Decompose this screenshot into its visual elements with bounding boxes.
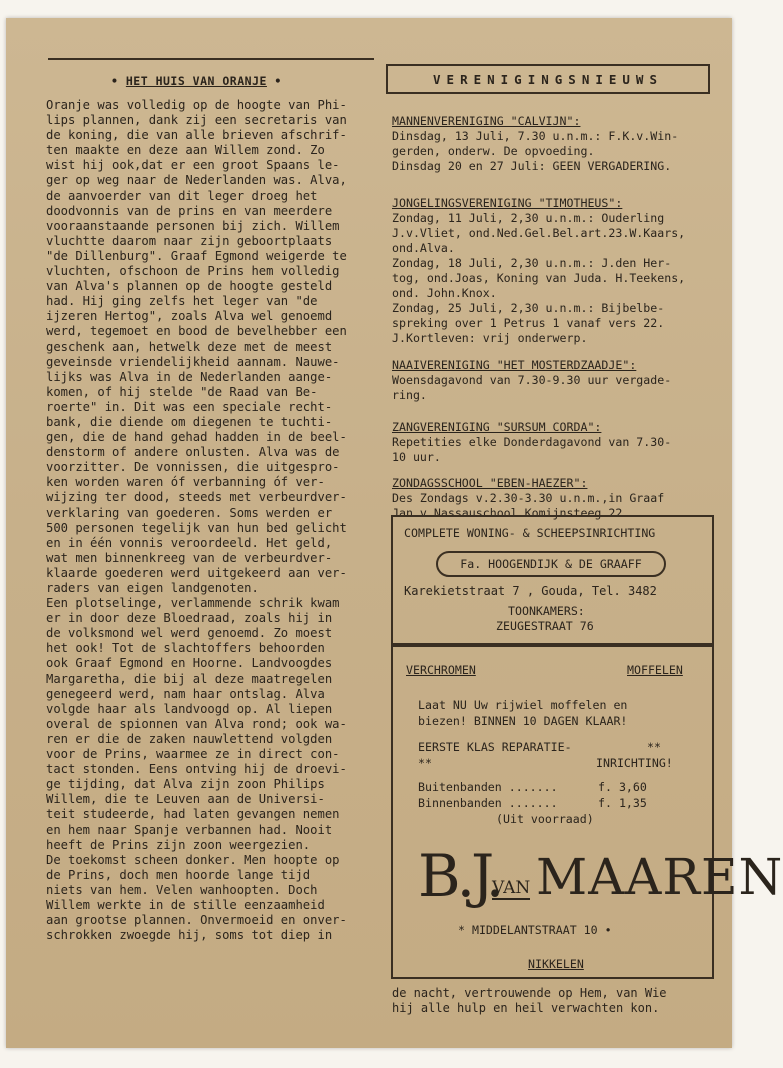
article-line: werd, tegemoet en bood de bevelhebber een	[46, 324, 347, 339]
article-line: en in één vonnis veroordeeld. Het geld,	[46, 535, 333, 550]
article-line: Een plotselinge, verlammende schrik kwam	[46, 596, 340, 611]
article-line: verklaring van goederen. Soms werden er	[46, 505, 333, 520]
news-section-line: J.Kortleven: vrij onderwerp.	[392, 331, 588, 345]
ad2-tyre-price-1: f. 3,60	[598, 780, 647, 794]
article-title-mark-right: •	[274, 74, 282, 88]
article-line: vluchtte daarom naar zijn geboortplaats	[46, 233, 333, 248]
news-section-line: Dinsdag, 13 Juli, 7.30 u.n.m.: F.K.v.Win-	[392, 129, 679, 143]
article-line: geschenk aan, hetwelk deze met de meest	[46, 339, 333, 354]
news-section-line: tog, ond.Joas, Koning van Juda. H.Teekens,	[392, 271, 686, 285]
news-section	[392, 196, 685, 346]
news-section-line: J.v.Vliet, ond.Ned.Gel.Bel.art.23.W.Kaars,	[392, 226, 686, 240]
ad2-repair-1: EERSTE KLAS REPARATIE-	[418, 740, 572, 754]
article-line: Willem, die te Leuven aan de Universi-	[46, 792, 325, 807]
news-section-title: MANNENVERENIGING "CALVIJN":	[392, 114, 581, 128]
article-line: tact stonden. Eens ontving hij de droevi-	[46, 762, 347, 777]
ad2-street-star-right: •	[597, 923, 612, 937]
ad1-showroom: TOONKAMERS:	[508, 604, 585, 618]
article-line: ten maakte en deze aan Willem zond. Zo	[46, 143, 325, 158]
article-line: overal de spionnen van Alva rond; ook wa-	[46, 716, 347, 731]
article-line: er in door deze Bloedraad, zoals hij in	[46, 611, 333, 626]
article-line: niets van hem. Velen wanhoopten. Doch	[46, 882, 318, 897]
news-section-line: 10 uur.	[392, 450, 441, 464]
article-title-text: HET HUIS VAN ORANJE	[125, 74, 267, 88]
article-line: aan grootse plannen. Onvermoeid en onver-	[46, 913, 347, 928]
news-section	[392, 114, 678, 174]
ad1-address: Karekietstraat 7 , Gouda, Tel. 3482	[404, 584, 657, 598]
news-section-title: ZONDAGSSCHOOL "EBEN-HAEZER":	[392, 476, 588, 490]
ad2-street	[458, 923, 612, 938]
news-section-line: Zondag, 18 Juli, 2,30 u.n.m.: J.den Her-	[392, 256, 672, 270]
ad1-firm-oval	[436, 551, 666, 577]
ad2-street-star-left: *	[458, 923, 472, 937]
article-line: volgde haar als landvoogd op. Al liepen	[46, 701, 333, 716]
news-header-title: VERENIGINGSNIEUWS	[433, 71, 663, 87]
article-line: lijks was Alva in de Nederlanden aange-	[46, 369, 333, 384]
article-line: bank, die diende om diegenen te tuchti-	[46, 414, 333, 429]
continuation-line-1: de nacht, vertrouwende op Hem, van Wie	[392, 986, 667, 1000]
article-body	[46, 98, 374, 943]
continuation-text	[392, 986, 667, 1016]
article-line: van Alva's plannen op de hoogte gesteld	[46, 279, 333, 294]
news-section-line: gerden, onderw. De opvoeding.	[392, 144, 595, 158]
article-line: denstorm of andere onlusten. Alva was de	[46, 445, 340, 460]
article-line: ken worden waren óf verbanning óf ver-	[46, 475, 325, 490]
news-section-line: Des Zondags v.2.30-3.30 u.n.m.,in Graaf	[392, 491, 665, 505]
article-line: heeft de Prins zijn zoon weergezien.	[46, 837, 311, 852]
news-section-line: ring.	[392, 388, 427, 402]
left-top-rule	[48, 58, 374, 60]
article-line: ijzeren Hertog", zoals Alva wel genoemd	[46, 309, 333, 324]
ad2-tyre-label-1: Buitenbanden .......	[418, 780, 558, 794]
article-line: raders van eigen landgenoten.	[46, 581, 259, 595]
article-line: wist hij ook,dat er een groot Spaans le-	[46, 158, 340, 173]
ad2-repair-mark-2: **	[418, 756, 432, 770]
article-line: had. Hij ging zelfs het leger van "de	[46, 294, 318, 309]
ad1-headline: COMPLETE WONING- & SCHEEPSINRICHTING	[404, 526, 656, 540]
newsletter-page	[6, 18, 783, 1048]
article-line: ge tijding, dat Alva zijn zoon Philips	[46, 777, 325, 792]
article-line: Oranje was volledig op de hoogte van Phi-	[46, 98, 347, 112]
ad2-repair-mark-1: **	[647, 740, 661, 754]
news-section-title: JONGELINGSVERENIGING "TIMOTHEUS":	[392, 196, 623, 210]
news-section-line: ond. John.Knox.	[392, 286, 497, 300]
article-line: ger op weg naar de Nederlanden was. Alva,	[46, 173, 347, 188]
ad1-firm: Fa. HOOGENDIJK & DE GRAAFF	[460, 557, 642, 571]
article-line: de Prins, doch men hoorde lange tijd	[46, 867, 311, 882]
article-line: schrokken zwoegde hij, soms tot diep in	[46, 928, 333, 943]
article-line: de volksmond wel werd genoemd. Zo moest	[46, 626, 333, 641]
article-line: 500 personen tegelijk van hun bed gelicht	[46, 520, 347, 535]
article-line: vluchten, ofschoon de Prins hem volledig	[46, 264, 340, 279]
ad2-street-text: MIDDELANTSTRAAT 10	[471, 923, 598, 937]
article-line: "de Dillenburg". Graaf Egmond weigerde te	[46, 248, 347, 263]
news-section	[392, 420, 671, 465]
news-section-line: Woensdagavond van 7.30-9.30 uur vergade-	[392, 373, 672, 387]
ad1-showroom-address: ZEUGESTRAAT 76	[496, 619, 594, 633]
ad2-right-label: MOFFELEN	[627, 663, 683, 677]
article-line: gen, die de hand gehad hadden in de beel-	[46, 430, 347, 445]
article-line: klaarde goederen werd uitgekeerd aan ver-	[46, 565, 347, 580]
ad2-logo-van: VAN	[492, 878, 531, 898]
news-section-line: Dinsdag 20 en 27 Juli: GEEN VERGADERING.	[392, 159, 672, 173]
ad2-logo-name: MAAREN	[536, 848, 783, 906]
article-line: voorzitter. De vonnissen, die uitgespro-	[46, 460, 340, 475]
news-section-line: Zondag, 11 Juli, 2,30 u.n.m.: Ouderling	[392, 211, 665, 225]
news-section-line: Zondag, 25 Juli, 2,30 u.n.m.: Bijbelbe-	[392, 301, 665, 315]
news-section-title: ZANGVERENIGING "SURSUM CORDA":	[392, 420, 602, 434]
article-line: het ook! Tot de slachtoffers behoorden	[46, 641, 325, 656]
news-section-line: Jan v.Nassauschool.Komijnsteeg 22.	[392, 506, 630, 520]
ad2-logo-initials: B.J.	[418, 842, 501, 910]
news-section	[392, 358, 671, 403]
ad2-logo	[416, 842, 783, 920]
article-line: en hem naar Spanje verbannen had. Nooit	[46, 822, 333, 837]
article-line: komen, of hij stelde "de Raad van Be-	[46, 384, 318, 399]
article-line: ren er die de zaken nauwlettend volgden	[46, 731, 333, 746]
article-line: Willem werkte in de stille eenzaamheid	[46, 897, 325, 912]
ad2-left-label: VERCHROMEN	[406, 663, 476, 677]
article-line: vooraanstaande personen bij zich. Willem	[46, 218, 340, 233]
news-header-box	[386, 64, 710, 94]
news-section-title: NAAIVERENIGING "HET MOSTERDZAADJE":	[392, 358, 637, 372]
article-line: lips plannen, dank zij een secretaris van	[46, 113, 347, 128]
article-line: voor de Prins, waarmee ze in direct con-	[46, 747, 340, 762]
article-line: roerte" in. Dit was een speciale recht-	[46, 399, 333, 414]
ad2-stock: (Uit voorraad)	[496, 812, 594, 826]
article-line: geveinsde vriendelijkheid aannam. Nauwe-	[46, 354, 340, 369]
ad2-line-2: biezen! BINNEN 10 DAGEN KLAAR!	[418, 714, 628, 728]
news-section-line: ond.Alva.	[392, 241, 455, 255]
ad2-bottom-label: NIKKELEN	[528, 957, 584, 971]
ad2-tyre-price-2: f. 1,35	[598, 796, 647, 810]
article-line: de koning, die van alle brieven afschrif-	[46, 128, 347, 143]
ad2-tyre-label-2: Binnenbanden .......	[418, 796, 558, 810]
continuation-line-2: hij alle hulp en heil verwachten kon.	[392, 1001, 660, 1015]
article-line: Margaretha, die bij al deze maatregelen	[46, 671, 333, 686]
article-title-mark-left: •	[111, 74, 119, 88]
article-title	[111, 74, 282, 88]
article-line: wat men binnenkreeg van de verbeurdver-	[46, 550, 333, 565]
article-line: genegeerd werd, nam haar ontslag. Alva	[46, 686, 325, 701]
ad2-repair-2: INRICHTING!	[596, 756, 673, 770]
ad2-line-1: Laat NU Uw rijwiel moffelen en	[418, 698, 628, 712]
article-line: ook Graaf Egmond en Hoorne. Landvoogdes	[46, 656, 333, 671]
news-section-line: spreking over 1 Petrus 1 vanaf vers 22.	[392, 316, 665, 330]
article-line: De toekomst scheen donker. Men hoopte op	[46, 852, 340, 867]
article-line: doodvonnis van de prins en van meerdere	[46, 203, 333, 218]
article-line: de aanvoerder van dit leger droeg het	[46, 188, 318, 203]
news-section-line: Repetities elke Donderdagavond van 7.30-	[392, 435, 672, 449]
article-line: teit studeerde, had laten gevangen nemen	[46, 807, 340, 822]
article-line: wijzing ter dood, steeds met verbeurdver-	[46, 490, 347, 505]
